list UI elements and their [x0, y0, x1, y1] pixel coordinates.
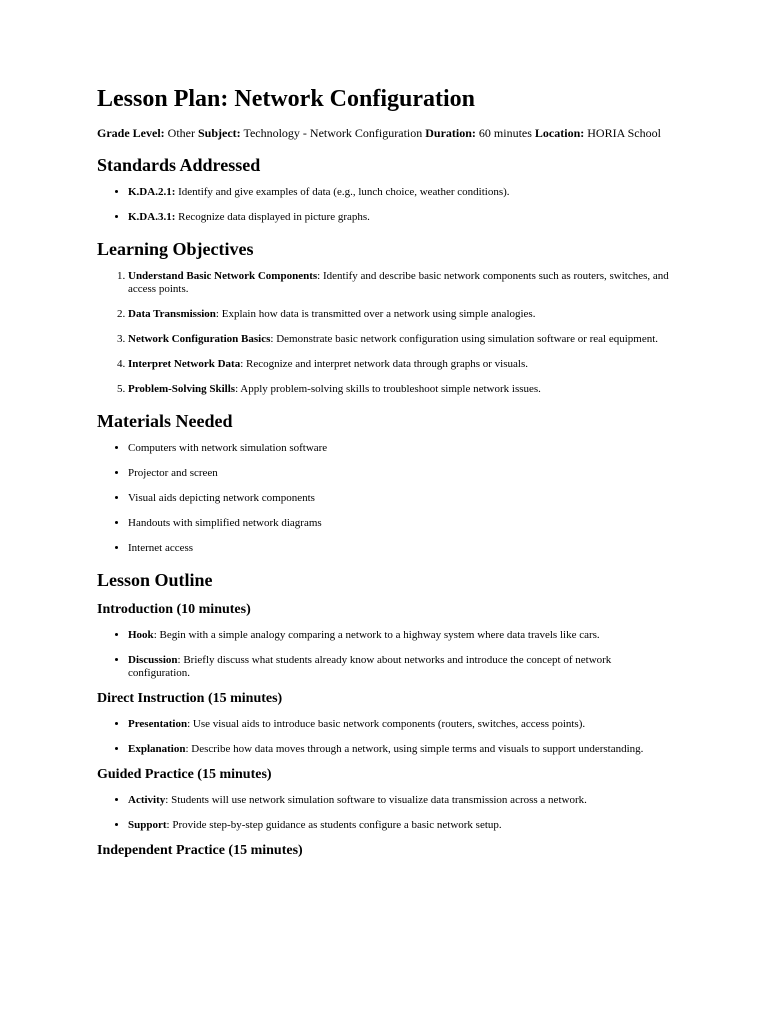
standard-code: K.DA.2.1: — [128, 186, 176, 198]
direct-instruction-heading: Direct Instruction (15 minutes) — [97, 691, 283, 706]
item-text: : Briefly discuss what students already know about networks and introduce the concept of network configuration. — [128, 654, 612, 679]
standards-heading: Standards Addressed — [97, 155, 261, 175]
standard-text: Identify and give examples of data (e.g., lunch choice, weather conditions). — [178, 186, 510, 198]
list-item: • Computers with network simulation software — [128, 442, 671, 455]
list-item — [128, 383, 671, 396]
list-item — [128, 333, 671, 346]
outline-heading: Lesson Outline — [97, 570, 213, 590]
objective-text: : Explain how data is transmitted over a network using simple analogies. — [215, 308, 536, 320]
objective-text: : Apply problem-solving skills to troubleshoot simple network issues. — [235, 383, 541, 395]
item-text: : Describe how data moves through a network, using simple terms and visuals to support understanding. — [185, 743, 644, 755]
objective-term: Problem-Solving Skills — [128, 383, 236, 395]
list-item: • Visual aids depicting network components — [128, 492, 671, 505]
objective-term: Understand Basic Network Components — [128, 270, 318, 282]
duration-value: 60 minutes — [478, 126, 532, 140]
item-term: Presentation — [128, 718, 188, 730]
list-item — [128, 654, 671, 680]
guided-practice-list — [97, 794, 671, 832]
standards-list — [97, 186, 671, 224]
standard-code: K.DA.3.1: — [128, 211, 176, 223]
item-term: Hook — [128, 629, 154, 641]
item-term: Activity — [128, 794, 166, 806]
grade-value: Other — [167, 126, 195, 140]
list-item — [128, 186, 671, 199]
standard-text: Recognize data displayed in picture graphs. — [178, 211, 370, 223]
page-title: Lesson Plan: Network Configuration — [97, 86, 476, 112]
grade-label: Grade Level: — [97, 126, 165, 140]
independent-practice-heading: Independent Practice (15 minutes) — [97, 843, 303, 858]
subject-label: Subject: — [197, 126, 241, 140]
subject-value: Technology - Network Configuration — [243, 126, 423, 140]
item-text: : Students will use network simulation software to visualize data transmission across a network. — [165, 794, 587, 806]
location-value: HORIA School — [587, 126, 661, 140]
objective-term: Data Transmission — [128, 308, 216, 320]
list-item: • Internet access — [128, 542, 671, 555]
list-item — [128, 270, 671, 296]
objective-text: : Identify and describe basic network components such as routers, switches, and access points. — [128, 270, 669, 295]
list-item — [128, 211, 671, 224]
item-term: Support — [128, 819, 167, 831]
item-text: : Use visual aids to introduce basic network components (routers, switches, access points). — [187, 718, 586, 730]
item-term: Discussion — [128, 654, 178, 666]
introduction-list — [97, 629, 671, 680]
item-term: Explanation — [128, 743, 186, 755]
list-item — [128, 308, 671, 321]
location-label: Location: — [534, 126, 585, 140]
objective-term: Interpret Network Data — [128, 358, 241, 370]
materials-list — [97, 442, 671, 555]
materials-heading: Materials Needed — [97, 411, 233, 431]
list-item — [128, 743, 671, 756]
objective-text: : Recognize and interpret network data through graphs or visuals. — [240, 358, 528, 370]
item-text: : Begin with a simple analogy comparing a network to a highway system where data travels like cars. — [153, 629, 600, 641]
list-item — [128, 819, 671, 832]
objective-text: : Demonstrate basic network configuration using simulation software or real equipment. — [270, 333, 659, 345]
objectives-list — [97, 270, 671, 396]
list-item — [128, 794, 671, 807]
duration-label: Duration: — [425, 126, 476, 140]
list-item — [128, 718, 671, 731]
list-item: • Handouts with simplified network diagrams — [128, 517, 671, 530]
objective-term: Network Configuration Basics — [128, 333, 271, 345]
item-text: : Provide step-by-step guidance as students configure a basic network setup. — [166, 819, 502, 831]
guided-practice-heading: Guided Practice (15 minutes) — [97, 767, 272, 782]
objectives-heading: Learning Objectives — [97, 239, 254, 259]
list-item: • Projector and screen — [128, 467, 671, 480]
introduction-heading: Introduction (10 minutes) — [97, 602, 251, 617]
lesson-meta — [97, 126, 671, 140]
list-item — [128, 358, 671, 371]
direct-instruction-list — [97, 718, 671, 756]
list-item — [128, 629, 671, 642]
